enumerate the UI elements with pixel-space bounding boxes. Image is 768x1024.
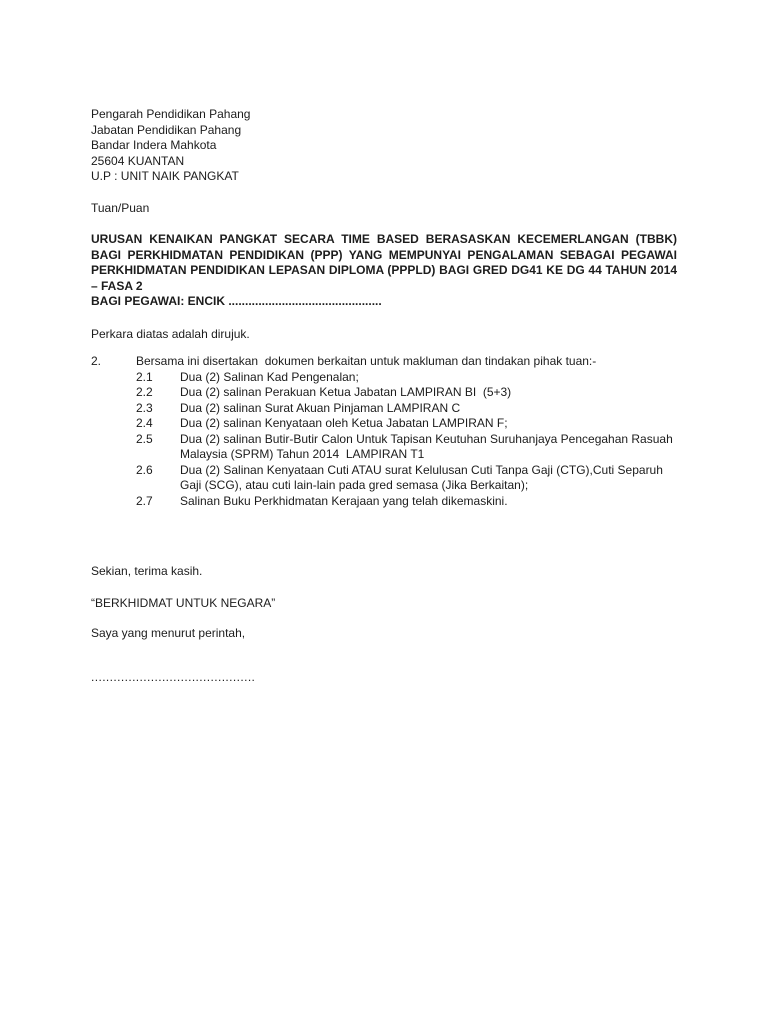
recipient-line: Pengarah Pendidikan Pahang [91, 107, 251, 121]
subject-heading-text: URUSAN KENAIKAN PANGKAT SECARA TIME BASED BERASASKAN KECEMERLANGAN (TBBK) BAGI PERKHIDMATAN PENDIDIKAN (PPP) YANG MEMPUNYAI PENGALAMAN SEBAGAI PEGAWAI PERKHIDMATAN PENDIDIKAN LEPASAN DIPLOMA (PPPLD) BAGI GRED DG41 KE DG 44 TAHUN 2014 – FASA 2 [91, 232, 677, 293]
list-item-number: 2.2 [136, 385, 153, 399]
salutation: Tuan/Puan [91, 200, 150, 215]
list-item-text: Dua (2) salinan Kenyataan oleh Ketua Jabatan LAMPIRAN F; [180, 416, 508, 430]
recipient-line: U.P : UNIT NAIK PANGKAT [91, 169, 239, 183]
document-list [91, 354, 677, 509]
list-item [136, 401, 677, 417]
list-item-number: 2.5 [136, 431, 153, 446]
recipient-address-block [91, 107, 677, 185]
list-item [91, 354, 677, 370]
recipient-line: 25604 KUANTAN [91, 153, 185, 168]
list-item [136, 385, 677, 401]
list-item-text: Dua (2) salinan Surat Akuan Pinjaman LAMPIRAN C [180, 400, 461, 415]
list-item-number: 2.1 [136, 369, 153, 384]
letter-content [91, 107, 677, 685]
recipient-line: Jabatan Pendidikan Pahang [91, 122, 242, 137]
signature-dotted-line: ............................................ [91, 669, 256, 684]
list-item-number: 2. [91, 354, 102, 368]
closing-thanks: Sekian, terima kasih. [91, 564, 203, 578]
list-item [136, 463, 677, 494]
subject-heading [91, 232, 677, 310]
list-item-text: Dua (2) salinan Butir-Butir Calon Untuk Tapisan Keutuhan Suruhanjaya Pencegahan Rasuah Malaysia (SPRM) Tahun 2014 LAMPIRAN T1 [180, 431, 677, 461]
intro-paragraph: Perkara diatas adalah dirujuk. [91, 326, 250, 341]
closing-motto: “BERKHIDMAT UNTUK NEGARA” [91, 595, 276, 610]
list-item-number: 2.4 [136, 416, 153, 430]
list-item-text: Dua (2) Salinan Kad Pengenalan; [180, 369, 359, 384]
list-item-number: 2.3 [136, 400, 153, 415]
list-item [136, 432, 677, 463]
list-item-text: Bersama ini disertakan dokumen berkaitan untuk makluman dan tindakan pihak tuan:- [136, 354, 597, 368]
list-item-text: Salinan Buku Perkhidmatan Kerajaan yang telah dikemaskini. [180, 493, 508, 508]
list-item [136, 370, 677, 386]
list-item [136, 416, 677, 432]
list-item [136, 494, 677, 510]
list-item-text: Dua (2) salinan Perakuan Ketua Jabatan LAMPIRAN BI (5+3) [180, 385, 512, 399]
list-item-number: 2.6 [136, 462, 153, 477]
list-item-number: 2.7 [136, 493, 153, 508]
list-item-text: Dua (2) Salinan Kenyataan Cuti ATAU surat Kelulusan Cuti Tanpa Gaji (CTG),Cuti Separuh Gaji (SCG), atau cuti lain-lain pada gred semasa (Jika Berkaitan); [180, 462, 667, 492]
recipient-line: Bandar Indera Mahkota [91, 138, 217, 152]
closing-signoff: Saya yang menurut perintah, [91, 626, 246, 640]
officer-line: BAGI PEGAWAI: ENCIK .............................................. [91, 294, 382, 308]
